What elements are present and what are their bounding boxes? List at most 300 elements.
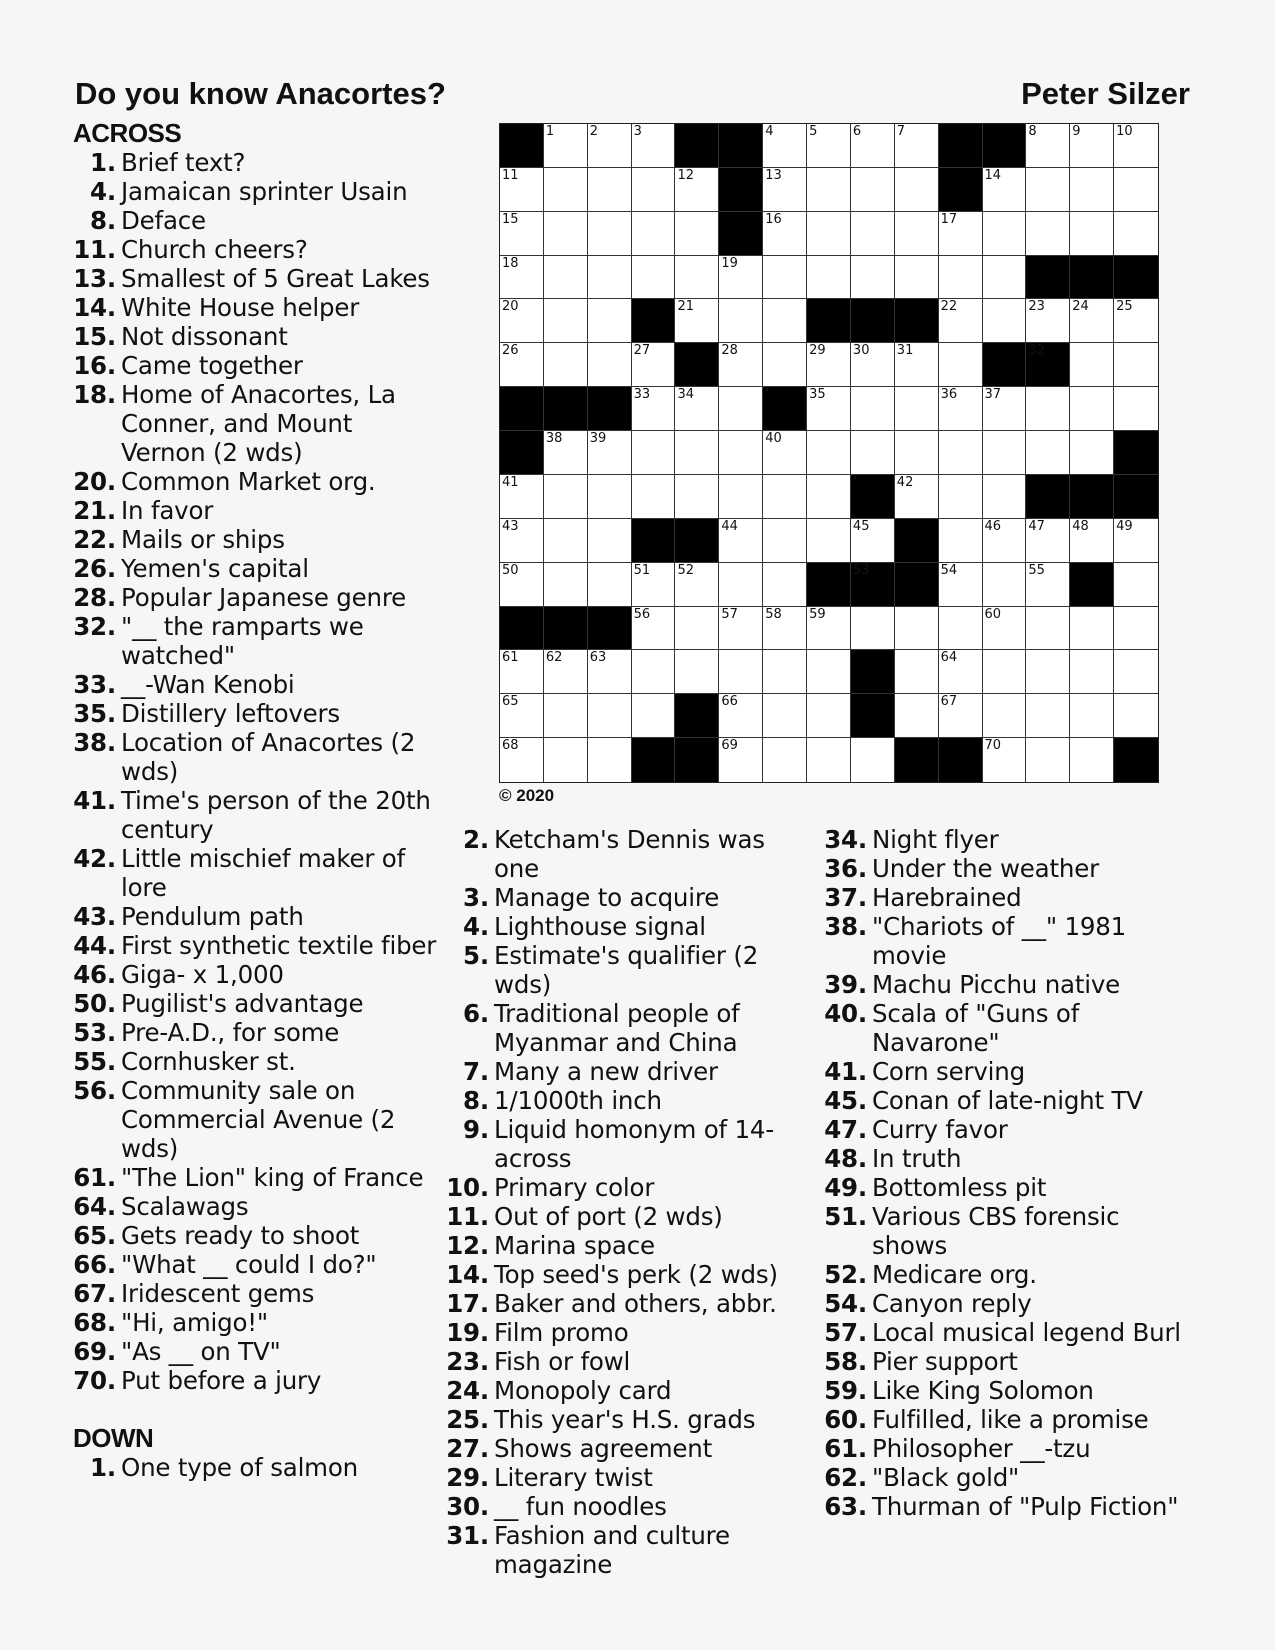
grid-cell[interactable] (939, 343, 983, 387)
grid-block-cell (807, 299, 851, 343)
across-clue (73, 206, 443, 235)
grid-cell[interactable] (1070, 694, 1114, 738)
grid-cell[interactable] (895, 650, 939, 694)
grid-cell-number: 1 (545, 124, 555, 139)
grid-cell[interactable] (1070, 299, 1114, 343)
clue-text: Manage to acquire (494, 883, 720, 912)
down-clue (824, 1144, 1184, 1173)
grid-cell-number: 32 (1028, 343, 1045, 359)
down-clue (446, 1521, 806, 1579)
grid-cell[interactable] (544, 738, 588, 782)
grid-cell[interactable] (763, 168, 807, 212)
grid-cell[interactable] (500, 168, 544, 212)
grid-cell[interactable] (675, 212, 719, 256)
grid-cell-number: 13 (765, 167, 782, 183)
grid-cell[interactable] (500, 212, 544, 256)
grid-cell[interactable] (763, 475, 807, 519)
grid-cell[interactable] (763, 212, 807, 256)
grid-cell[interactable] (1114, 124, 1158, 168)
clue-number: 27. (446, 1434, 489, 1463)
grid-cell-number: 51 (633, 562, 651, 578)
grid-cell[interactable] (1114, 387, 1158, 431)
grid-cell[interactable] (675, 256, 719, 300)
grid-cell[interactable] (588, 343, 632, 387)
clue-number: 13. (73, 264, 116, 293)
grid-cell-number: 9 (1072, 124, 1081, 139)
grid-cell[interactable] (1026, 519, 1070, 563)
grid-cell[interactable] (675, 431, 719, 475)
grid-cell-number: 33 (633, 387, 651, 403)
grid-cell[interactable] (939, 256, 983, 300)
grid-block-cell (500, 387, 544, 431)
grid-block-cell (588, 387, 632, 431)
grid-cell[interactable] (1114, 650, 1158, 694)
grid-cell[interactable] (1026, 299, 1070, 343)
grid-cell[interactable] (851, 519, 895, 563)
clue-number: 62. (824, 1463, 867, 1492)
clue-text: Community sale on Commercial Avenue (2 wds) (121, 1076, 396, 1163)
grid-cell[interactable] (895, 475, 939, 519)
clue-text: Conan of late-night TV (872, 1086, 1143, 1115)
grid-cell[interactable] (544, 124, 588, 168)
grid-cell-number: 62 (545, 650, 563, 666)
grid-cell[interactable] (632, 607, 676, 651)
grid-cell[interactable] (1026, 124, 1070, 168)
grid-cell[interactable] (719, 475, 763, 519)
down-clue (446, 883, 806, 912)
down-clue (446, 1202, 806, 1231)
clue-number: 23. (446, 1347, 489, 1376)
grid-cell[interactable] (632, 387, 676, 431)
grid-cell[interactable] (807, 475, 851, 519)
grid-cell[interactable] (895, 607, 939, 651)
grid-cell[interactable] (851, 343, 895, 387)
grid-cell[interactable] (983, 256, 1027, 300)
grid-cell[interactable] (1070, 738, 1114, 782)
grid-cell-number: 67 (940, 694, 958, 710)
grid-cell-number: 54 (940, 562, 958, 578)
grid-cell[interactable] (588, 475, 632, 519)
grid-cell[interactable] (763, 124, 807, 168)
grid-cell[interactable] (675, 168, 719, 212)
grid-block-cell (851, 475, 895, 519)
grid-cell[interactable] (763, 519, 807, 563)
grid-cell[interactable] (544, 563, 588, 607)
clue-text: This year's H.S. grads (494, 1405, 756, 1434)
grid-cell[interactable] (1070, 431, 1114, 475)
grid-cell[interactable] (939, 519, 983, 563)
grid-cell[interactable] (500, 694, 544, 738)
across-clue (73, 1163, 443, 1192)
grid-cell[interactable] (719, 519, 763, 563)
grid-cell[interactable] (544, 299, 588, 343)
grid-cell[interactable] (939, 431, 983, 475)
across-clue (73, 1279, 443, 1308)
grid-cell[interactable] (588, 431, 632, 475)
grid-cell[interactable] (939, 607, 983, 651)
grid-cell[interactable] (807, 124, 851, 168)
grid-cell[interactable] (588, 694, 632, 738)
grid-cell-number: 56 (633, 606, 651, 622)
clue-number: 4. (463, 912, 489, 941)
grid-cell[interactable] (1070, 387, 1114, 431)
down-clue (824, 1115, 1184, 1144)
grid-cell[interactable] (632, 256, 676, 300)
clue-number: 1. (90, 148, 116, 177)
grid-cell[interactable] (939, 563, 983, 607)
grid-cell[interactable] (675, 607, 719, 651)
grid-cell[interactable] (632, 694, 676, 738)
grid-cell[interactable] (500, 650, 544, 694)
grid-cell[interactable] (807, 212, 851, 256)
clue-text: Marina space (494, 1231, 655, 1260)
clue-number: 52. (824, 1260, 867, 1289)
grid-cell[interactable] (983, 607, 1027, 651)
clue-number: 1. (90, 1453, 116, 1482)
grid-cell[interactable] (1114, 343, 1158, 387)
clue-number: 5. (463, 941, 489, 970)
grid-cell[interactable] (1070, 124, 1114, 168)
grid-cell[interactable] (983, 212, 1027, 256)
grid-cell[interactable] (983, 519, 1027, 563)
grid-cell[interactable] (544, 431, 588, 475)
clue-text: "Black gold" (872, 1463, 1020, 1492)
grid-cell[interactable] (895, 694, 939, 738)
clue-number: 25. (446, 1405, 489, 1434)
grid-cell[interactable] (939, 475, 983, 519)
grid-cell[interactable] (807, 519, 851, 563)
grid-cell[interactable] (719, 256, 763, 300)
grid-cell[interactable] (1114, 299, 1158, 343)
grid-block-cell (939, 124, 983, 168)
grid-cell-number: 43 (502, 518, 519, 534)
grid-cell[interactable] (632, 650, 676, 694)
grid-cell[interactable] (851, 256, 895, 300)
across-heading: ACROSS (73, 118, 182, 148)
grid-block-cell (895, 738, 939, 782)
down-clue (824, 883, 1184, 912)
clue-number: 28. (73, 583, 116, 612)
grid-cell[interactable] (939, 650, 983, 694)
grid-cell[interactable] (763, 650, 807, 694)
grid-cell[interactable] (983, 563, 1027, 607)
clue-number: 59. (824, 1376, 867, 1405)
grid-cell[interactable] (1114, 563, 1158, 607)
grid-cell[interactable] (719, 563, 763, 607)
clue-text: In truth (872, 1144, 962, 1173)
grid-block-cell (1114, 256, 1158, 300)
grid-cell[interactable] (851, 124, 895, 168)
grid-cell-number: 18 (502, 255, 519, 271)
grid-cell[interactable] (807, 343, 851, 387)
grid-cell[interactable] (851, 212, 895, 256)
grid-cell-number: 28 (721, 343, 738, 359)
grid-cell[interactable] (500, 738, 544, 782)
grid-cell[interactable] (983, 694, 1027, 738)
grid-cell[interactable] (1070, 519, 1114, 563)
grid-cell[interactable] (675, 563, 719, 607)
grid-cell[interactable] (807, 738, 851, 782)
grid-cell-number: 6 (852, 124, 862, 139)
grid-cell[interactable] (1070, 343, 1114, 387)
clue-text: Home of Anacortes, La Conner, and Mount Vernon (2 wds) (121, 380, 396, 467)
grid-cell[interactable] (763, 431, 807, 475)
clue-text: Medicare org. (872, 1260, 1037, 1289)
clue-number: 16. (73, 351, 116, 380)
grid-cell[interactable] (1114, 694, 1158, 738)
grid-cell[interactable] (895, 212, 939, 256)
grid-cell-number: 45 (852, 518, 870, 534)
grid-cell[interactable] (1070, 212, 1114, 256)
grid-cell[interactable] (632, 563, 676, 607)
grid-cell[interactable] (1114, 607, 1158, 651)
down-clue (824, 999, 1184, 1057)
grid-cell[interactable] (544, 168, 588, 212)
grid-cell[interactable] (500, 256, 544, 300)
grid-cell-number: 41 (502, 474, 519, 490)
down-clue (73, 1453, 443, 1482)
clue-number: 67. (73, 1279, 116, 1308)
grid-cell[interactable] (719, 738, 763, 782)
down-clue (824, 1463, 1184, 1492)
grid-block-cell (544, 607, 588, 651)
across-clue (73, 960, 443, 989)
grid-cell[interactable] (632, 475, 676, 519)
grid-cell[interactable] (763, 299, 807, 343)
clue-number: 10. (446, 1173, 489, 1202)
grid-cell[interactable] (851, 431, 895, 475)
grid-cell[interactable] (807, 650, 851, 694)
grid-cell[interactable] (895, 124, 939, 168)
grid-cell[interactable] (763, 607, 807, 651)
puzzle-title: Do you know Anacortes? (75, 76, 446, 111)
grid-block-cell (588, 607, 632, 651)
clue-text: Scalawags (121, 1192, 249, 1221)
down-clue (446, 941, 806, 999)
grid-cell[interactable] (983, 475, 1027, 519)
grid-cell-number: 39 (589, 431, 607, 447)
grid-cell[interactable] (500, 475, 544, 519)
grid-cell[interactable] (632, 431, 676, 475)
grid-cell[interactable] (939, 387, 983, 431)
grid-cell[interactable] (500, 299, 544, 343)
grid-block-cell (895, 519, 939, 563)
grid-cell[interactable] (719, 387, 763, 431)
grid-cell[interactable] (939, 299, 983, 343)
clue-text: Not dissonant (121, 322, 288, 351)
down-clue (824, 912, 1184, 970)
grid-cell[interactable] (983, 738, 1027, 782)
grid-cell[interactable] (719, 694, 763, 738)
grid-cell-number: 46 (984, 518, 1002, 534)
grid-cell[interactable] (675, 387, 719, 431)
grid-cell[interactable] (719, 299, 763, 343)
clue-text: Corn serving (872, 1057, 1025, 1086)
grid-cell[interactable] (500, 519, 544, 563)
grid-cell[interactable] (588, 256, 632, 300)
across-clue (73, 554, 443, 583)
down-clue (824, 1318, 1184, 1347)
grid-cell[interactable] (1070, 607, 1114, 651)
grid-cell[interactable] (983, 299, 1027, 343)
grid-cell[interactable] (632, 343, 676, 387)
clue-text: White House helper (121, 293, 360, 322)
down-clue (446, 1057, 806, 1086)
grid-cell[interactable] (544, 212, 588, 256)
grid-cell[interactable] (763, 343, 807, 387)
across-clue (73, 177, 443, 206)
grid-cell-number: 26 (502, 343, 519, 359)
grid-cell[interactable] (544, 343, 588, 387)
clue-number: 47. (824, 1115, 867, 1144)
grid-cell[interactable] (588, 650, 632, 694)
grid-block-cell (851, 650, 895, 694)
clue-text: Time's person of the 20th century (121, 786, 431, 844)
grid-cell[interactable] (895, 256, 939, 300)
grid-cell[interactable] (1026, 694, 1070, 738)
grid-block-cell (675, 124, 719, 168)
across-clue (73, 293, 443, 322)
grid-cell[interactable] (895, 343, 939, 387)
grid-cell[interactable] (544, 694, 588, 738)
grid-cell[interactable] (1026, 212, 1070, 256)
clue-text: Canyon reply (872, 1289, 1032, 1318)
grid-cell[interactable] (807, 431, 851, 475)
grid-cell[interactable] (895, 168, 939, 212)
grid-cell[interactable] (763, 694, 807, 738)
grid-cell[interactable] (807, 387, 851, 431)
across-clue (73, 844, 443, 902)
grid-cell[interactable] (983, 650, 1027, 694)
clue-number: 14. (73, 293, 116, 322)
clue-text: "Chariots of __" 1981 movie (872, 912, 1127, 970)
grid-cell[interactable] (1026, 431, 1070, 475)
grid-cell[interactable] (588, 299, 632, 343)
grid-cell-number: 29 (809, 343, 826, 359)
grid-cell[interactable] (719, 343, 763, 387)
clue-number: 41. (73, 786, 116, 815)
down-clue (446, 1463, 806, 1492)
clue-number: 64. (73, 1192, 116, 1221)
grid-cell[interactable] (807, 256, 851, 300)
grid-block-cell (1026, 256, 1070, 300)
grid-block-cell (719, 124, 763, 168)
clue-number: 20. (73, 467, 116, 496)
grid-cell[interactable] (544, 475, 588, 519)
grid-cell[interactable] (851, 738, 895, 782)
grid-cell[interactable] (851, 607, 895, 651)
grid-cell[interactable] (763, 256, 807, 300)
grid-cell[interactable] (983, 168, 1027, 212)
across-clue (73, 728, 443, 786)
grid-cell[interactable] (632, 212, 676, 256)
clue-number: 8. (90, 206, 116, 235)
grid-cell[interactable] (1026, 650, 1070, 694)
grid-cell[interactable] (1026, 563, 1070, 607)
grid-cell[interactable] (588, 563, 632, 607)
clue-number: 41. (824, 1057, 867, 1086)
down-clue-list-part-3 (824, 825, 1184, 1521)
clue-text: Shows agreement (494, 1434, 712, 1463)
grid-cell[interactable] (1070, 650, 1114, 694)
grid-cell[interactable] (675, 650, 719, 694)
clue-text: Literary twist (494, 1463, 653, 1492)
grid-cell[interactable] (675, 475, 719, 519)
grid-cell[interactable] (939, 694, 983, 738)
grid-cell[interactable] (588, 738, 632, 782)
grid-cell[interactable] (719, 607, 763, 651)
grid-block-cell (1114, 431, 1158, 475)
down-clue (824, 1086, 1184, 1115)
across-clue (73, 583, 443, 612)
grid-cell-number: 27 (633, 343, 651, 359)
grid-cell[interactable] (807, 607, 851, 651)
clue-number: 55. (73, 1047, 116, 1076)
grid-cell[interactable] (1114, 519, 1158, 563)
grid-cell[interactable] (588, 519, 632, 563)
grid-cell[interactable] (763, 738, 807, 782)
grid-cell-number: 50 (502, 562, 519, 578)
grid-cell[interactable] (500, 343, 544, 387)
grid-cell[interactable] (1070, 168, 1114, 212)
grid-cell[interactable] (588, 212, 632, 256)
grid-block-cell (1026, 343, 1070, 387)
clue-text: Film promo (494, 1318, 629, 1347)
grid-cell[interactable] (1026, 607, 1070, 651)
grid-cell[interactable] (851, 168, 895, 212)
grid-cell[interactable] (1026, 738, 1070, 782)
clue-number: 57. (824, 1318, 867, 1347)
grid-cell[interactable] (544, 519, 588, 563)
grid-cell[interactable] (895, 431, 939, 475)
clue-text: "As __ on TV" (121, 1337, 281, 1366)
grid-cell[interactable] (895, 387, 939, 431)
across-clue (73, 1192, 443, 1221)
grid-cell[interactable] (632, 124, 676, 168)
grid-cell[interactable] (851, 387, 895, 431)
clue-number: 29. (446, 1463, 489, 1492)
grid-cell[interactable] (1026, 387, 1070, 431)
grid-cell[interactable] (1026, 168, 1070, 212)
grid-cell[interactable] (500, 563, 544, 607)
grid-cell[interactable] (807, 168, 851, 212)
grid-cell[interactable] (719, 431, 763, 475)
grid-cell[interactable] (675, 299, 719, 343)
grid-cell[interactable] (1114, 168, 1158, 212)
clue-column-3 (824, 825, 1184, 1521)
grid-cell[interactable] (983, 431, 1027, 475)
grid-cell[interactable] (544, 650, 588, 694)
grid-cell[interactable] (544, 256, 588, 300)
grid-cell[interactable] (719, 650, 763, 694)
grid-cell[interactable] (1114, 212, 1158, 256)
grid-cell-number: 69 (721, 738, 738, 754)
grid-cell[interactable] (807, 694, 851, 738)
grid-cell[interactable] (983, 387, 1027, 431)
grid-cell[interactable] (763, 563, 807, 607)
grid-cell[interactable] (939, 212, 983, 256)
down-clue (446, 1173, 806, 1202)
grid-cell[interactable] (632, 168, 676, 212)
clue-number: 49. (824, 1173, 867, 1202)
grid-cell-number: 59 (809, 606, 826, 622)
grid-block-cell (544, 387, 588, 431)
grid-cell[interactable] (588, 168, 632, 212)
clue-number: 21. (73, 496, 116, 525)
grid-cell-number: 10 (1116, 124, 1133, 139)
clue-text: Harebrained (872, 883, 1022, 912)
grid-cell[interactable] (588, 124, 632, 168)
